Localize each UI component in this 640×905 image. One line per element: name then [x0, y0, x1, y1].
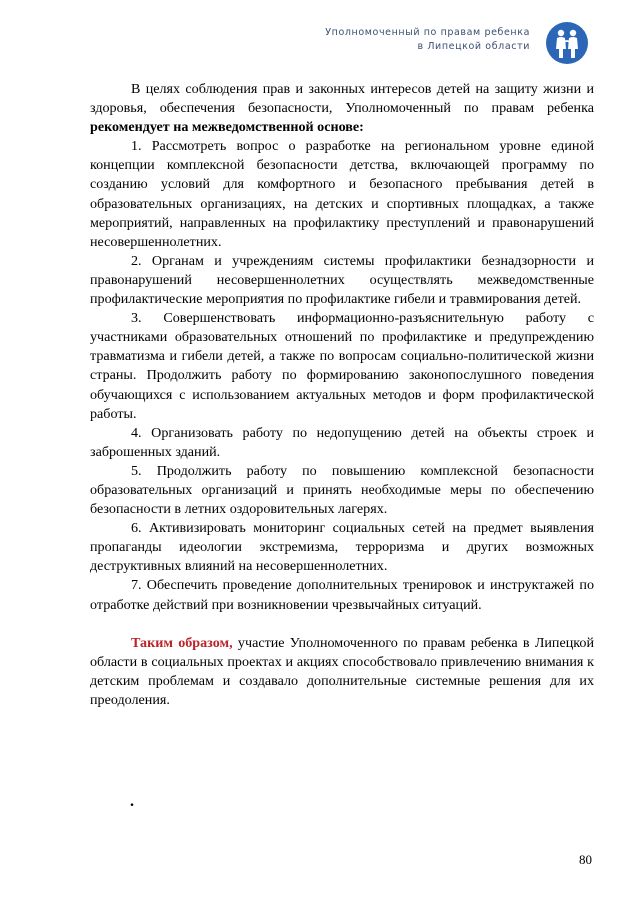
- document-body: [90, 80, 594, 710]
- intro-text: В целях соблюдения прав и законных интересов детей на защиту жизни и здоровья, обеспечения безопасности, Уполномоченный по правам ребенка: [90, 81, 594, 117]
- header-line-1: Уполномоченный по правам ребенка: [325, 27, 530, 38]
- recommendation-item-4: 4. Организовать работу по недопущению детей на объекты строек и заброшенных зданий.: [90, 424, 594, 460]
- page-header: [325, 26, 530, 54]
- conclusion-paragraph: [90, 634, 594, 710]
- intro-bold-text: рекомендует на межведомственной основе:: [90, 119, 364, 136]
- recommendation-item-2: 2. Органам и учреждениям системы профилактики безнадзорности и правонарушений несовершеннолетних осуществлять межведомственные профилактические мероприятия по профилактике гибели и травмирования детей.: [90, 252, 594, 308]
- page-number: 80: [579, 852, 592, 867]
- paragraph-spacer: [90, 615, 594, 634]
- intro-paragraph: [90, 80, 594, 137]
- recommendation-item-6: 6. Активизировать мониторинг социальных сетей на предмет выявления пропаганды идеологии экстремизма, терроризма и других возможных деструктивных влияний на несовершеннолетних.: [90, 520, 594, 575]
- conclusion-text: участие Уполномоченного по правам ребенка в Липецкой области в социальных проектах и акциях способствовало привлечению внимания к детским проблемам и создавало дополнительные системные решения для их преодоления.: [90, 634, 594, 708]
- recommendation-item-7: 7. Обеспечить проведение дополнительных тренировок и инструктажей по отработке действий при возникновении чрезвычайных ситуаций.: [90, 577, 594, 613]
- recommendation-item-3: 3. Совершенствовать информационно-разъяснительную работу с участниками образовательных отношений по профилактике и предупреждению травматизма и гибели детей, а также по вопросам социально-политической жизни страны. Продолжить работу по формированию законопослушного поведения обучающихся с использованием актуальных методов и форм профилактической работы.: [90, 310, 594, 422]
- conclusion-lead: Таким образом,: [131, 634, 233, 651]
- ombudsman-logo-icon: [546, 22, 588, 64]
- recommendation-item-1: 1. Рассмотреть вопрос о разработке на региональном уровне единой концепции комплексной безопасности детства, включающей программу по созданию условий для комфортного и безопасного пребывания детей в образовательных организациях, на детских и спортивных площадках, а также мероприятий, направленных на профилактику преступлений и правонарушений несовершеннолетних.: [90, 138, 594, 250]
- header-line-2: в Липецкой области: [417, 41, 530, 52]
- stray-mark: .: [130, 793, 134, 810]
- recommendation-item-5: 5. Продолжить работу по повышению комплексной безопасности образовательных организаций и принять необходимые меры по обеспечению безопасности в летних оздоровительных лагерях.: [90, 462, 594, 518]
